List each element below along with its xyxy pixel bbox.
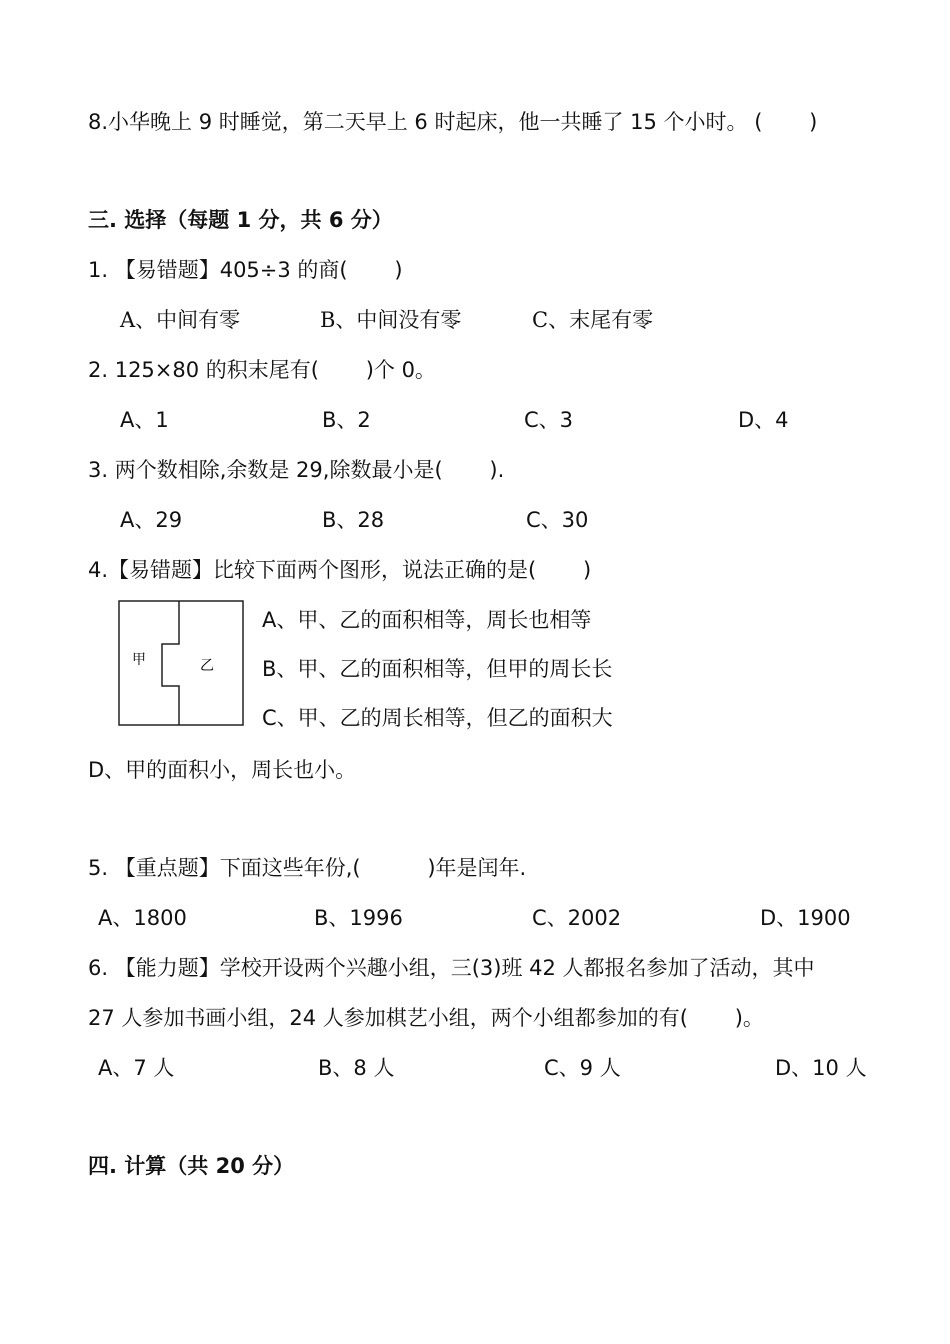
question-6-option-b: B、8 人 <box>318 1056 395 1080</box>
question-6-stem-line-2: 27 人参加书画小组，24 人参加棋艺小组，两个小组都参加的有( )。 <box>88 1006 764 1030</box>
section-4-title: 四. 计算（共 20 分） <box>88 1154 295 1178</box>
question-2-option-a: A、1 <box>120 408 169 432</box>
question-4-stem: 4.【易错题】比较下面两个图形，说法正确的是( ) <box>88 558 592 582</box>
figure-label-yi: 乙 <box>200 658 214 674</box>
question-4-option-c: C、甲、乙的周长相等，但乙的面积大 <box>262 706 613 730</box>
figure-label-jia: 甲 <box>132 652 146 668</box>
question-2-option-b: B、2 <box>322 408 371 432</box>
question-5-option-d: D、1900 <box>760 906 851 930</box>
question-2-option-c: C、3 <box>524 408 574 432</box>
question-1-option-c: C、末尾有零 <box>532 308 654 332</box>
question-2-stem: 2. 125×80 的积末尾有( )个 0。 <box>88 358 436 382</box>
question-1-option-b: B、中间没有零 <box>320 308 462 332</box>
question-5-option-c: C、2002 <box>532 906 622 930</box>
question-6-option-a: A、7 人 <box>98 1056 175 1080</box>
question-3-option-a: A、29 <box>120 508 183 532</box>
question-6-option-d: D、10 人 <box>775 1056 867 1080</box>
dividing-line <box>162 601 179 725</box>
question-5-stem: 5. 【重点题】下面这些年份,( )年是闰年. <box>88 856 527 880</box>
question-1-stem: 1. 【易错题】405÷3 的商( ) <box>88 258 403 282</box>
question-6-option-c: C、9 人 <box>544 1056 621 1080</box>
question-4-figure <box>116 598 246 728</box>
question-2-option-d: D、4 <box>738 408 789 432</box>
question-3-option-c: C、30 <box>526 508 589 532</box>
question-5-option-b: B、1996 <box>314 906 403 930</box>
question-4-option-d: D、甲的面积小，周长也小。 <box>88 758 357 782</box>
question-5-option-a: A、1800 <box>98 906 187 930</box>
question-1-option-a: A、中间有零 <box>120 308 241 332</box>
question-3-stem: 3. 两个数相除,余数是 29,除数最小是( ). <box>88 458 505 482</box>
question-6-stem-line-1: 6. 【能力题】学校开设两个兴趣小组，三(3)班 42 人都报名参加了活动，其中 <box>88 956 815 980</box>
question-4-option-a: A、甲、乙的面积相等，周长也相等 <box>262 608 592 632</box>
shapes-diagram <box>116 598 246 728</box>
section-3-title: 三. 选择（每题 1 分，共 6 分） <box>88 208 393 232</box>
question-3-option-b: B、28 <box>322 508 385 532</box>
question-4-option-b: B、甲、乙的面积相等，但甲的周长长 <box>262 657 613 681</box>
question-8: 8.小华晚上 9 时睡觉，第二天早上 6 时起床，他一共睡了 15 个小时。 ( ) <box>88 110 818 134</box>
